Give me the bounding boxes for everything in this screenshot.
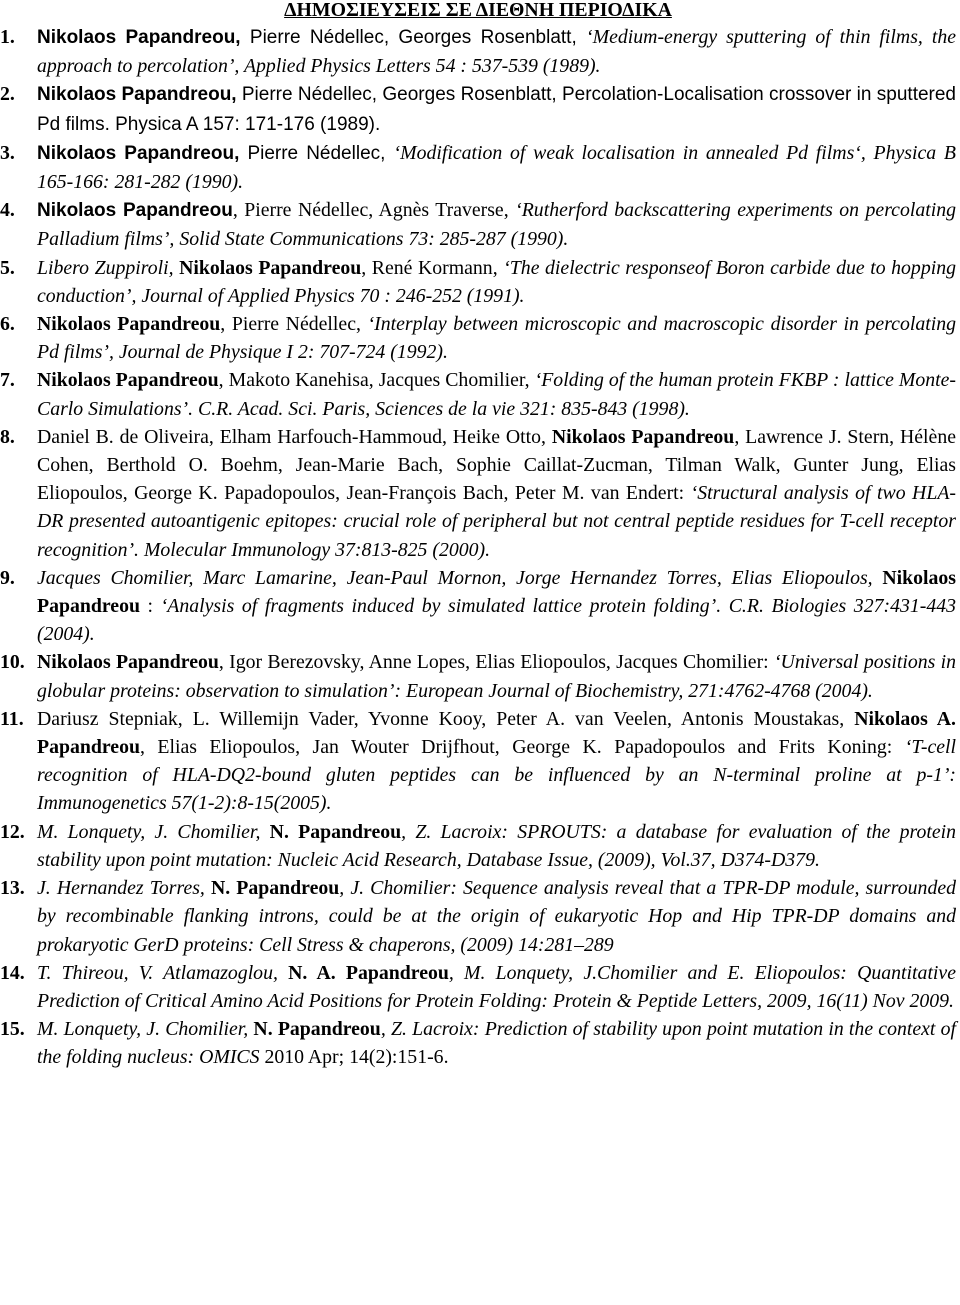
publication-text: ‘Modification of weak localisation in annealed Pd films‘, Physica B 165-166: 281-282 (1990). <box>37 141 957 194</box>
publication-number: 5. <box>0 256 15 279</box>
publication-text: Pierre Nédellec, <box>239 142 394 164</box>
publication-number: 15. <box>0 1018 25 1041</box>
publication-text: , Z. Lacroix: Prediction of stability upon point mutation in the context of the folding nucleus: OMICS <box>37 1018 956 1069</box>
publication-text: ‘Rutherford backscattering experiments on percolating Palladium films’, Solid State Communications 73: 285-287 (1990). <box>37 199 956 251</box>
publication-number: 6. <box>0 313 15 336</box>
publication-number: 13. <box>0 877 25 900</box>
publication-text: Daniel B. de Oliveira, Elham Harfouch-Hammoud, Heike Otto, <box>37 425 552 448</box>
publication-text: M. Lonquety, J. Chomilier, <box>37 820 270 843</box>
publication-text: ‘Structural analysis of two HLA-DR presented autoantigenic epitopes: crucial role of peripheral but not central peptide residues for T-cell receptor recognition’. Molecular Immunology 37:813-825 (2000). <box>37 482 956 561</box>
page-heading: ΔΗΜΟΣΙΕΥΣΕΙΣ ΣΕ ΔΙΕΘΝΗ ΠΕΡΙΟΔΙΚΑ <box>284 0 672 21</box>
publication-text: Nikolaos Papandreou <box>551 425 735 448</box>
publication-item <box>0 705 956 818</box>
publication-text: Nikolaos Papandreou <box>37 313 221 336</box>
publication-text: , Elias Eliopoulos, Jan Wouter Drijfhout, George K. Papadopoulos and Frits Koning: <box>139 736 905 759</box>
publication-text: Dariusz Stepniak, L. Willemijn Vader, Yvonne Kooy, Peter A. van Veelen, Antonis Moustakas, <box>37 707 855 730</box>
publication-text: Jacques Chomilier, Marc Lamarine, Jean-Paul Mornon, Jorge Hernandez Torres, Elias Eliopoulos, <box>37 566 883 589</box>
publication-number: 7. <box>0 369 15 392</box>
publication-text: ‘Folding of the human protein FKBP : lattice Monte-Carlo Simulations’. C.R. Acad. Sci. Paris, Sciences de la vie 321: 835-843 (1998). <box>37 369 957 420</box>
publication-item <box>0 874 956 959</box>
publication-text: Nikolaos Papandreou, <box>37 84 237 106</box>
publication-text: ‘The dielectric responseof Boron carbide due to hopping conduction’, Journal of Applied Physics 70 : 246-252 (1991). <box>37 256 956 307</box>
publication-item <box>0 648 956 704</box>
publication-item <box>0 80 956 138</box>
publication-text: Nikolaos Papandreou <box>37 566 956 618</box>
publication-text: Nikolaos Papandreou, <box>37 142 240 164</box>
publication-item <box>0 139 956 196</box>
publication-text: J. Hernandez Torres, <box>37 877 211 900</box>
publication-number: 1. <box>0 26 15 48</box>
publication-text: , Igor Berezovsky, Anne Lopes, Elias Eliopoulos, Jacques Chomilier: <box>218 651 774 674</box>
publication-number: 4. <box>0 199 15 222</box>
publication-text: T. Thireou, V. Atlamazoglou, <box>37 961 289 984</box>
publication-text: , René Kormann, <box>361 256 504 279</box>
publication-text: , Pierre Nédellec, Agnès Traverse, <box>232 199 516 222</box>
publication-text: ‘T-cell recognition of HLA-DQ2-bound gluten peptides can be influenced by an N-terminal proline at p-1’: Immunogenetics 57(1-2):8-15(2005). <box>37 736 956 815</box>
publication-number: 9. <box>0 566 15 589</box>
publication-item <box>0 196 956 253</box>
publication-text: Nikolaos Papandreou <box>179 256 362 279</box>
publication-text: Nikolaos A. Papandreou <box>37 707 957 759</box>
publication-number: 3. <box>0 141 15 164</box>
publication-text: , Lawrence J. Stern, Hélène Cohen, Berthold O. Boehm, Jean-Marie Bach, Sophie Caillat-Zucman, Tilman Walk, Gunter Jung, Elias Eliopoulos, George K. Papadopoulos, Jean-François Bach, Peter M. van Endert: <box>37 425 956 505</box>
publication-text: Nikolaos Papandreou <box>37 651 219 674</box>
publication-text: Pierre Nédellec, Georges Rosenblatt, <box>240 27 587 48</box>
publication-text: M. Lonquety, J. Chomilier, <box>37 1018 254 1041</box>
publication-text: , Makoto Kanehisa, Jacques Chomilier, <box>218 369 535 392</box>
publication-text: Nikolaos Papandreou <box>37 200 233 222</box>
publication-text: 2010 Apr; 14(2):151-6. <box>264 1046 449 1069</box>
publication-text: ‘Interplay between microscopic and macroscopic disorder in percolating Pd films’, Journal de Physique I 2: 707-724 (1992). <box>37 313 957 364</box>
publication-text: ‘Universal positions in globular proteins: observation to simulation’: European Journal of Biochemistry, 271:4762-4768 (2004). <box>37 651 956 702</box>
publication-text: , Z. Lacroix: SPROUTS: a database for evaluation of the protein stability upon point mutation: Nucleic Acid Research, Database Issue, (2009), Vol.37, D374-D379. <box>37 820 956 871</box>
publication-text: Nikolaos Papandreou <box>37 369 219 392</box>
publication-item <box>0 23 956 80</box>
publication-text: Pierre Nédellec, Georges Rosenblatt, Percolation-Localisation crossover in sputtered Pd films. Physica A 157: 171-176 (1989). <box>37 84 956 135</box>
publication-number: 12. <box>0 820 25 843</box>
publication-text: N. Papandreou <box>210 877 340 900</box>
publication-number: 10. <box>0 651 25 674</box>
publication-number: 2. <box>0 83 15 106</box>
publication-text: ‘Analysis of fragments induced by simulated lattice protein folding’. C.R. Biologies 327:431-443 (2004). <box>37 595 956 646</box>
publication-item <box>0 818 956 874</box>
publication-number: 11. <box>0 707 24 730</box>
publication-text: N. Papandreou <box>253 1018 381 1041</box>
publication-text: ‘Medium-energy sputtering of thin films, the approach to percolation’, Applied Physics Letters 54 : 537-539 (1989). <box>37 26 956 78</box>
publication-item <box>0 423 956 564</box>
publication-text: N. A. Papandreou <box>288 961 449 984</box>
publication-text: , Pierre Nédellec, <box>220 313 368 336</box>
publication-item <box>0 310 956 366</box>
publication-text: , J. Chomilier: Sequence analysis reveal that a TPR-DP module, surrounded by recombinable flanking introns, could be at the origin of eukaryotic Hop and Hip TPR-DP domains and prokaryotic GerD proteins: Cell Stress & chaperons, (2009) 14:281–289 <box>37 877 957 956</box>
publication-number: 14. <box>0 961 25 984</box>
publication-list <box>0 23 956 1072</box>
publication-number: 8. <box>0 425 15 448</box>
publication-text: Nikolaos Papandreou, <box>37 27 241 48</box>
publication-item <box>0 366 956 422</box>
publication-item <box>0 1015 956 1071</box>
publication-text: : <box>139 595 161 618</box>
publication-text: , M. Lonquety, J.Chomilier and E. Eliopoulos: Quantitative Prediction of Critical Amino Acid Positions for Protein Folding: Protein & Peptide Letters, 2009, 16(11) Nov 2009. <box>37 961 956 1012</box>
publication-text: N. Papandreou <box>269 820 402 843</box>
publication-item <box>0 254 956 310</box>
publication-text: Libero Zuppiroli, <box>37 256 180 279</box>
publication-item <box>0 564 956 649</box>
publication-item <box>0 959 956 1015</box>
